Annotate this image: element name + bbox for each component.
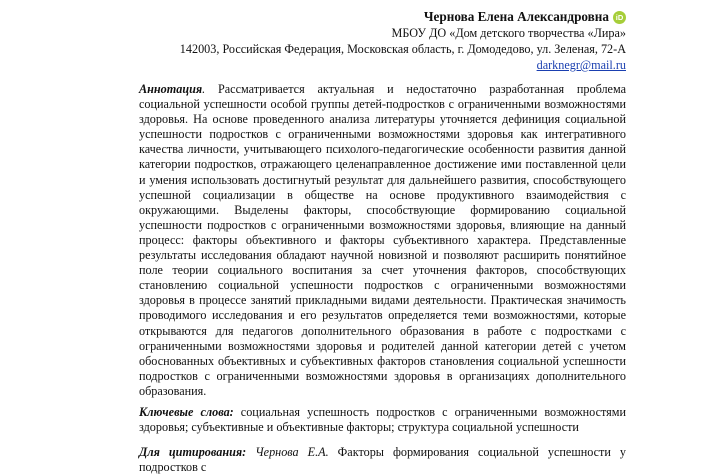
- abstract-label-separator: .: [202, 82, 206, 96]
- author-email-link[interactable]: darknegr@mail.ru: [536, 58, 626, 72]
- author-address: 142003, Российская Федерация, Московская область, г. Домодедово, ул. Зеленая, 72-А: [179, 42, 626, 56]
- abstract-section: [139, 82, 626, 475]
- abstract-paragraph: [139, 82, 626, 399]
- citation-author: Чернова Е.А.: [255, 445, 329, 460]
- author-block: [180, 9, 626, 73]
- keywords-label: Ключевые слова:: [139, 404, 234, 419]
- orcid-icon[interactable]: iD: [613, 11, 626, 24]
- author-name-line: [180, 9, 626, 25]
- citation-label: Для цитирования:: [139, 445, 247, 460]
- author-organization: МБОУ ДО «Дом детского творчества «Лира»: [391, 26, 626, 40]
- author-email-line: [180, 57, 626, 73]
- citation-text: Факторы формирования социальной успешности у подростков с: [139, 445, 627, 475]
- keywords-paragraph: [139, 405, 626, 435]
- author-name: Чернова Елена Александровна: [423, 9, 609, 24]
- citation-paragraph: [139, 445, 626, 475]
- abstract-text: Рассматривается актуальная и недостаточно разработанная проблема социальной успешности особой группы детей-подростков с ограниченными возможностями здоровья. На основе проведенного анализа литературы уточняется дефиниция социальной успешности подростков с ограниченными возможностями здоровья как интегративного качества личности, учитывающего психолого-педагогические особенности развития данной категории подростков, отражающего целенаправленное достижение ими поставленной цели и умения использовать достигнутый результат для дальнейшего развития, способствующего успешной социализации в обществе на основе продуктивного взаимодействия с окружающими. Выделены факторы, способствующие формированию социальной успешности подростков с ограниченными возможностями здоровья, влияющие на данный процесс: факторы объективного и факторы субъективного характера. Представленные результаты исследования обладают научной новизной и позволяют расширить понятийное поле теории социального воспитания за счет уточнения факторов, способствующих становлению социальной успешности подростков с ограниченными возможностями здоровья в процессе занятий прикладными видами деятельности. Практическая значимость проводимого исследования и его результатов определяется теми возможностями, которые открываются для педагогов дополнительного образования в работе с подростками с ограниченными возможностями здоровья и родителей данной категории детей с учетом обоснованных объективных и субъективных факторов становления социальной успешности подростков с ограниченными возможностями здоровья в организациях дополнительного образования.: [139, 82, 626, 398]
- keywords-text: социальная успешность подростков с ограниченными возможностями здоровья; субъективные и объективные факторы; структура социальной успешности: [139, 404, 626, 435]
- abstract-label: Аннотация: [139, 82, 203, 96]
